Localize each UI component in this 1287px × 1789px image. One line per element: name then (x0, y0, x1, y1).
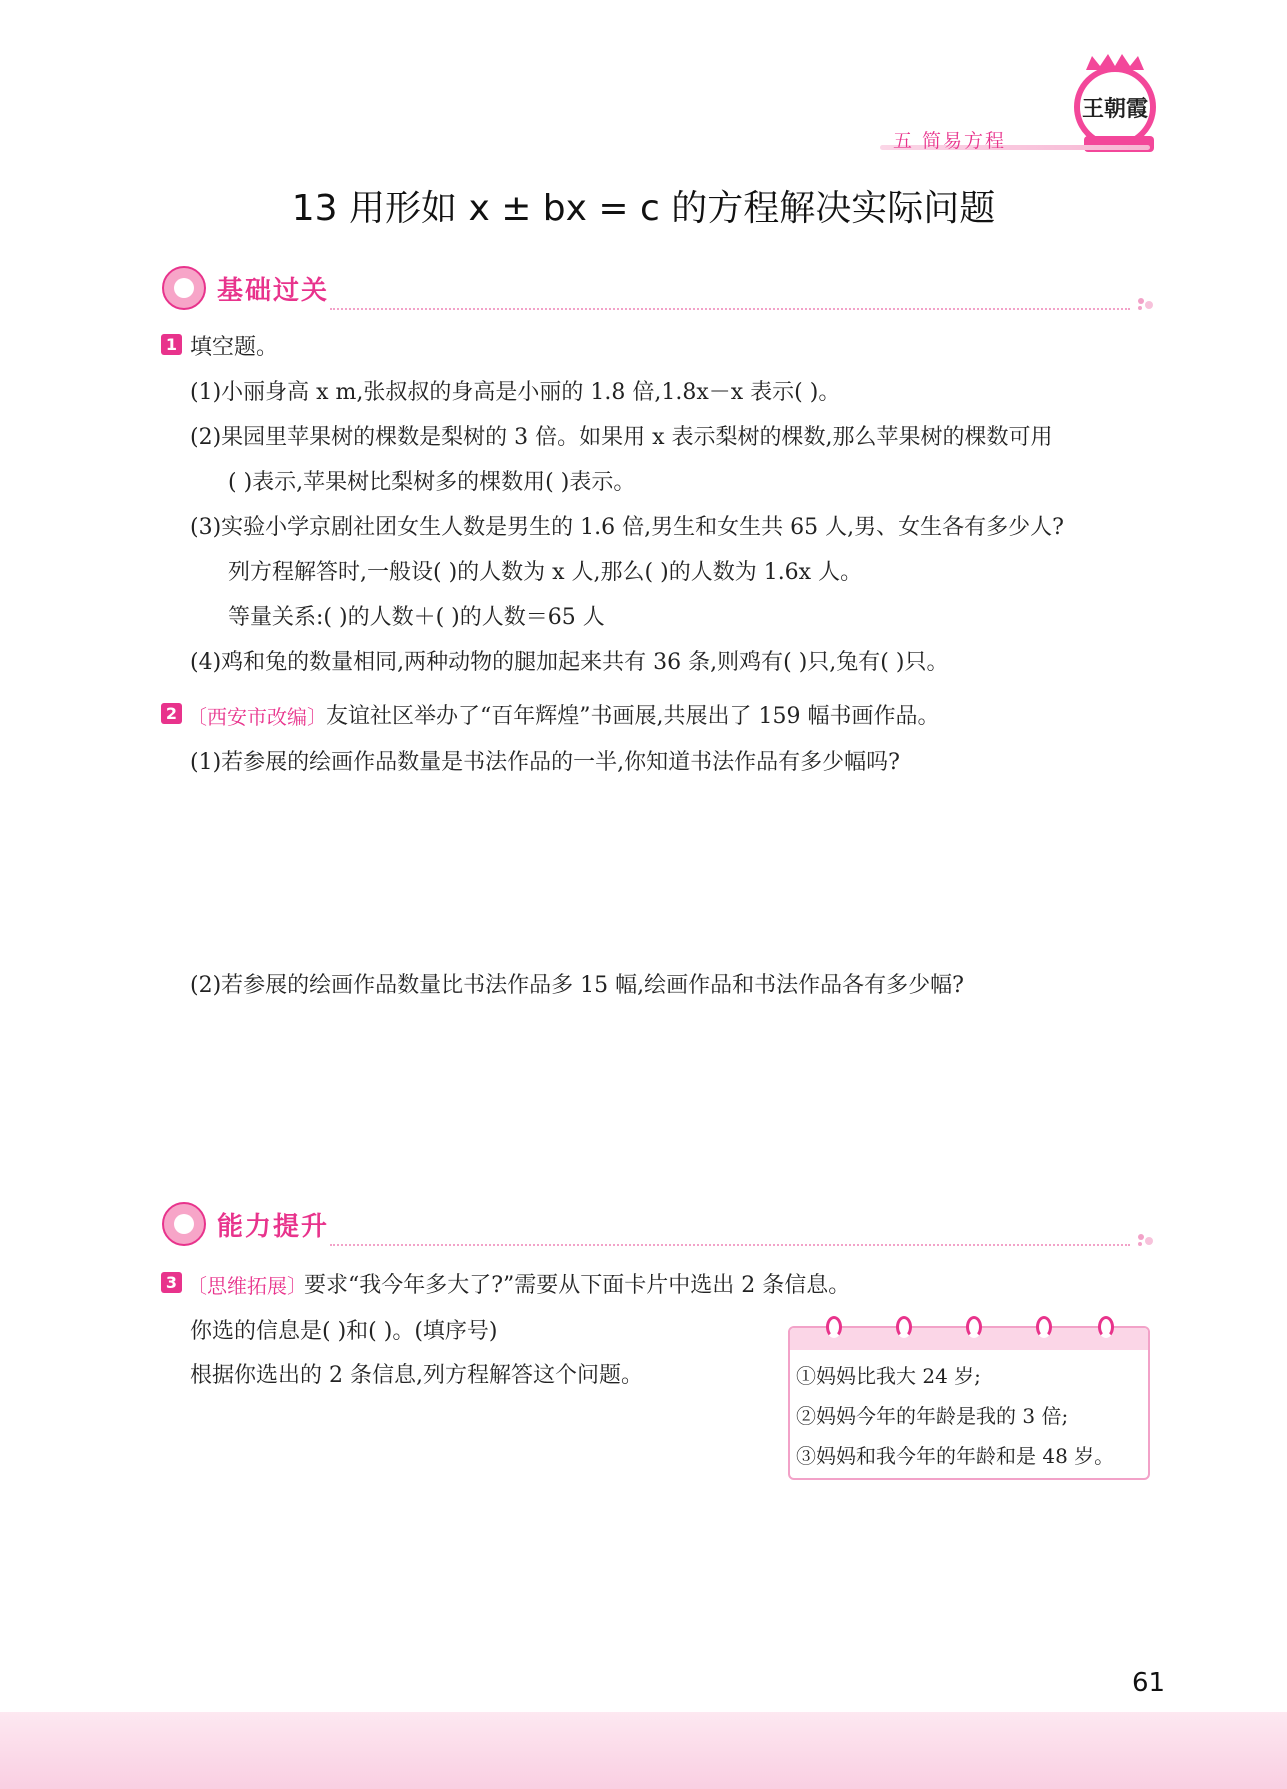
card-item: ③妈妈和我今年的年龄和是 48 岁。 (796, 1444, 1115, 1468)
dots-decoration-icon (1136, 296, 1158, 310)
question-stem: 填空题。 (190, 335, 279, 360)
section-divider (330, 1244, 1130, 1246)
question-line: 根据你选出的 2 条信息,列方程解答这个问题。 (190, 1363, 643, 1388)
section-mascot-icon (162, 1202, 206, 1246)
page-title: 13 用形如 x ± bx = c 的方程解决实际问题 (291, 188, 996, 229)
question-line: (3)实验小学京剧社团女生人数是男生的 1.6 倍,男生和女生共 65 人,男、女生各有多少人? (190, 515, 1064, 540)
binder-ring-icon (826, 1316, 842, 1338)
question-stem: 要求“我今年多大了?”需要从下面卡片中选出 2 条信息。 (304, 1273, 851, 1298)
question-sub: (2)若参展的绘画作品数量比书法作品多 15 幅,绘画作品和书法作品各有多少幅? (190, 973, 964, 998)
question-line: ( )表示,苹果树比梨树多的棵数用( )表示。 (228, 470, 636, 495)
binder-ring-icon (966, 1316, 982, 1338)
question-number: 3 (161, 1272, 182, 1293)
section-divider (330, 308, 1130, 310)
question-line: (2)果园里苹果树的棵数是梨树的 3 倍。如果用 x 表示梨树的棵数,那么苹果树的棵数可用 (190, 425, 1053, 450)
question-number: 2 (161, 703, 182, 724)
binder-ring-icon (1036, 1316, 1052, 1338)
question-line: 你选的信息是( )和( )。(填序号) (190, 1319, 498, 1344)
question-stem: 友谊社区举办了“百年辉煌”书画展,共展出了 159 幅书画作品。 (326, 704, 940, 729)
card-item: ①妈妈比我大 24 岁; (796, 1364, 981, 1388)
binder-ring-icon (1098, 1316, 1114, 1338)
section-title-advance: 能力提升 (217, 1212, 330, 1242)
section-title-basic: 基础过关 (217, 276, 330, 306)
card-item: ②妈妈今年的年龄是我的 3 倍; (796, 1404, 1069, 1428)
page-number: 61 (1132, 1668, 1166, 1698)
question-number: 1 (161, 334, 182, 355)
logo-text: 王朝霞 (1081, 95, 1148, 122)
chapter-label: 五 简易方程 (893, 130, 1007, 152)
footer-band (0, 1712, 1287, 1789)
question-line: (4)鸡和兔的数量相同,两种动物的腿加起来共有 36 条,则鸡有( )只,兔有( )只。 (190, 650, 949, 675)
binder-ring-icon (896, 1316, 912, 1338)
question-tag: 〔西安市改编〕 (187, 705, 327, 729)
question-line: 列方程解答时,一般设( )的人数为 x 人,那么( )的人数为 1.6x 人。 (228, 560, 863, 585)
question-sub: (1)若参展的绘画作品数量是书法作品的一半,你知道书法作品有多少幅吗? (190, 750, 900, 775)
dots-decoration-icon (1136, 1232, 1158, 1246)
section-mascot-icon (162, 266, 206, 310)
question-line: (1)小丽身高 x m,张叔叔的身高是小丽的 1.8 倍,1.8x－x 表示( )。 (190, 380, 841, 405)
question-tag: 〔思维拓展〕 (187, 1274, 307, 1298)
question-line: 等量关系:( )的人数＋( )的人数＝65 人 (228, 605, 605, 630)
